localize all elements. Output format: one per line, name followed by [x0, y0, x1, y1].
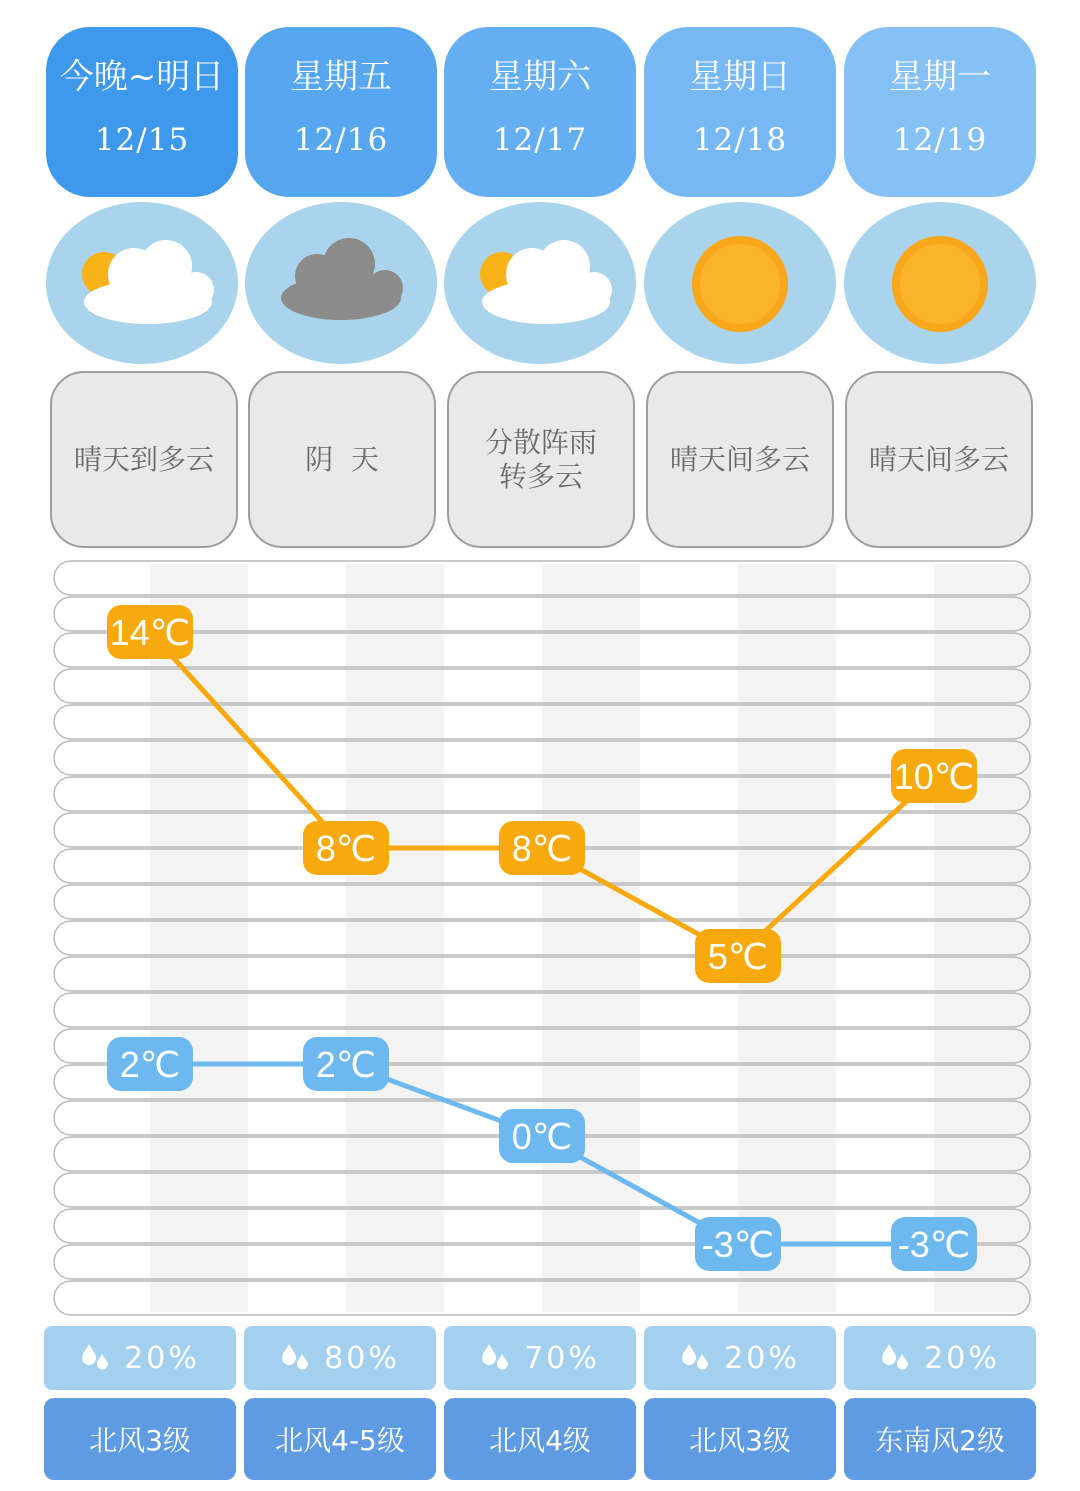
desc-line-1: 阴 天 — [305, 442, 379, 476]
partly-cloudy-icon — [444, 202, 636, 364]
raindrop-icon — [480, 1342, 510, 1374]
wind-level: 北风3级 — [689, 1424, 791, 1457]
weather-desc-1 — [248, 371, 436, 548]
desc-line-1: 分散阵雨 — [484, 425, 597, 459]
data-label: -3℃ — [897, 1224, 971, 1265]
day-name: 星期一 — [889, 57, 991, 97]
weather-desc-4 — [845, 371, 1033, 548]
wind-level: 东南风2级 — [875, 1424, 1005, 1457]
wind-box-2 — [444, 1398, 636, 1480]
chart-background — [52, 560, 1032, 1316]
icon-circle-1 — [245, 202, 437, 364]
sun-icon — [644, 202, 836, 364]
overcast-icon — [245, 202, 437, 364]
desc-line-2: 转多云 — [498, 459, 583, 493]
raindrop-icon — [280, 1342, 310, 1374]
icon-circle-2 — [444, 202, 636, 364]
icon-circle-0 — [46, 202, 238, 364]
data-label: 10℃ — [893, 756, 975, 797]
day-card-4 — [844, 27, 1036, 197]
data-label: 2℃ — [119, 1044, 181, 1085]
day-name: 今晚~明日 — [59, 57, 225, 97]
wind-box-1 — [244, 1398, 436, 1480]
rain-probability: 20% — [724, 1340, 800, 1376]
day-card-1 — [245, 27, 437, 197]
desc-line-1: 晴天间多云 — [669, 442, 810, 476]
weather-desc-2 — [447, 371, 635, 548]
chart-stripe — [150, 564, 248, 1312]
icon-circle-3 — [644, 202, 836, 364]
day-name: 星期六 — [489, 57, 591, 97]
temperature-chart — [52, 560, 1032, 1316]
data-label: 5℃ — [707, 936, 769, 977]
day-date: 12/16 — [293, 122, 389, 158]
day-date: 12/18 — [692, 122, 788, 158]
rain-box-0 — [44, 1326, 236, 1390]
weather-desc-0 — [50, 371, 238, 548]
day-name: 星期五 — [290, 57, 392, 97]
rain-probability: 20% — [124, 1340, 200, 1376]
day-card-3 — [644, 27, 836, 197]
wind-level: 北风4-5级 — [275, 1424, 405, 1457]
rain-box-4 — [844, 1326, 1036, 1390]
weather-desc-3 — [646, 371, 834, 548]
wind-box-4 — [844, 1398, 1036, 1480]
day-name: 星期日 — [689, 57, 791, 97]
data-label: 2℃ — [315, 1044, 377, 1085]
wind-level: 北风3级 — [89, 1424, 191, 1457]
day-card-2 — [444, 27, 636, 197]
chart-stripe — [542, 564, 640, 1312]
rain-probability: 20% — [924, 1340, 1000, 1376]
day-card-0 — [46, 27, 238, 197]
desc-line-1: 晴天到多云 — [73, 442, 214, 476]
chart-stripe — [346, 564, 444, 1312]
day-date: 12/15 — [94, 122, 190, 158]
partly-cloudy-icon — [46, 202, 238, 364]
desc-line-1: 晴天间多云 — [868, 442, 1009, 476]
data-label: 14℃ — [109, 612, 191, 653]
day-date: 12/17 — [492, 122, 588, 158]
sun-icon — [844, 202, 1036, 364]
data-label: 8℃ — [315, 828, 377, 869]
chart-stripe — [934, 564, 1032, 1312]
rain-probability: 70% — [524, 1340, 600, 1376]
wind-box-3 — [644, 1398, 836, 1480]
data-label: 0℃ — [511, 1116, 573, 1157]
rain-probability: 80% — [324, 1340, 400, 1376]
rain-box-2 — [444, 1326, 636, 1390]
wind-box-0 — [44, 1398, 236, 1480]
data-label: 8℃ — [511, 828, 573, 869]
wind-level: 北风4级 — [489, 1424, 591, 1457]
raindrop-icon — [80, 1342, 110, 1374]
raindrop-icon — [880, 1342, 910, 1374]
day-date: 12/19 — [892, 122, 988, 158]
raindrop-icon — [680, 1342, 710, 1374]
data-label: -3℃ — [701, 1224, 775, 1265]
rain-box-1 — [244, 1326, 436, 1390]
rain-box-3 — [644, 1326, 836, 1390]
icon-circle-4 — [844, 202, 1036, 364]
